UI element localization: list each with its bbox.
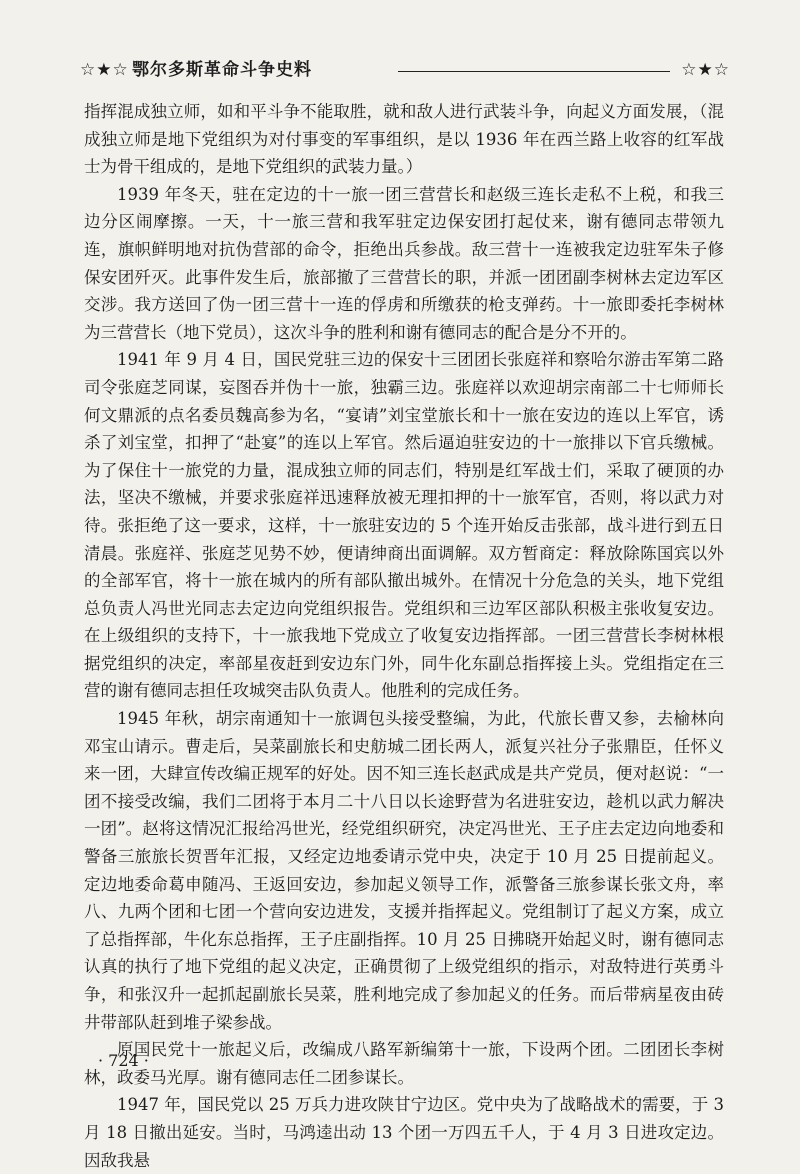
paragraph-3: 1941 年 9 月 4 日，国民党驻三边的保安十三团团长张庭祥和察哈尔游击军第二路司令张庭芝同谋，妄图吞并伪十一旅，独霸三边。张庭祥以欢迎胡宗南部二十七师师长何文鼎派的点名委员魏高参为名，“宴请”刘宝堂旅长和十一旅在安边的连以上军官，诱杀了刘宝堂，扣押了“赴宴”的连以上军官。然后逼迫驻安边的十一旅排以下官兵缴械。为了保住十一旅党的力量，混成独立师的同志们，特别是红军战士们，采取了硬顶的办法，坚决不缴械，并要求张庭祥迅速释放被无理扣押的十一旅军官，否则，将以武力对待。张拒绝了这一要求，这样，十一旅驻安边的 5 个连开始反击张部，战斗进行到五日清晨。张庭祥、张庭芝见势不妙，便请绅商出面调解。双方暂商定：释放除陈国宾以外的全部军官，将十一旅在城内的所有部队撤出城外。在情况十分危急的关头，地下党组总负责人冯世光同志去定边向党组织报告。党组织和三边军区部队积极主张收复安边。在上级组织的支持下，十一旅我地下党成立了收复安边指挥部。一团三营营长李树林根据党组织的决定，率部星夜赶到安边东门外，同牛化东副总指挥接上头。党组指定在三营的谢有德同志担任攻城突击队负责人。他胜利的完成任务。 [84,350,724,701]
paragraph-5: 原国民党十一旅起义后，改编成八路军新编第十一旅，下设两个团。二团团长李树林，政委马光厚。谢有德同志任二团参谋长。 [84,1040,724,1087]
paragraph-1: 指挥混成独立师，如和平斗争不能取胜，就和敌人进行武装斗争，向起义方面发展，（混成独立师是地下党组织为对付事变的军事组织，是以 1936 年在西兰路上收容的红军战士为骨干组成的，是地下党组织的武装力量。） [84,102,724,177]
header-stars-right: ☆★☆ [681,60,730,80]
running-header [80,56,730,84]
header-rule [398,71,670,72]
header-stars-left: ☆★☆ [80,60,129,80]
page-number: · 724 · [98,1051,149,1070]
paragraph-4: 1945 年秋，胡宗南通知十一旅调包头接受整编，为此，代旅长曹又参，去榆林向邓宝山请示。曹走后，吴菜副旅长和史舫城二团长两人，派复兴社分子张鼎臣，任怀义来一团，大肆宣传改编正规军的好处。因不知三连长赵武成是共产党员，便对赵说：“一团不接受改编，我们二团将于本月二十八日以长途野营为名进驻安边，趁机以武力解决一团”。赵将这情况汇报给冯世光，经党组织研究，决定冯世光、王子庄去定边向地委和警备三旅旅长贺晋年汇报，又经定边地委请示党中央，决定于 10 月 25 日提前起义。定边地委命葛申随冯、王返回安边，参加起义领导工作，派警备三旅参谋长张文舟，率八、九两个团和七团一个营向安边进发，支援并指挥起义。党组制订了起义方案，成立了总指挥部，牛化东总指挥，王子庄副指挥。10 月 25 日拂晓开始起义时，谢有德同志认真的执行了地下党组的起义决定，正确贯彻了上级党组织的指示，对敌特进行英勇斗争，和张汉升一起抓起副旅长吴菜，胜利地完成了参加起义的任务。而后带病星夜由砖井带部队赶到堆子梁参战。 [84,709,724,1032]
paragraph-2: 1939 年冬天，驻在定边的十一旅一团三营营长和赵级三连长走私不上税，和我三边分区闹摩擦。一天，十一旅三营和我军驻定边保安团打起仗来，谢有德同志带领九连，旗帜鲜明地对抗伪营部的命令，拒绝出兵参战。敌三营十一连被我定边驻军朱子修保安团歼灭。此事件发生后，旅部撤了三营营长的职，并派一团团副李树林去定边军区交涉。我方送回了伪一团三营十一连的俘虏和所缴获的枪支弹药。十一旅即委托李树林为三营营长（地下党员），这次斗争的胜利和谢有德同志的配合是分不开的。 [84,184,724,342]
paragraph-6: 1947 年，国民党以 25 万兵力进攻陕甘宁边区。党中央为了战略战术的需要，于 3 月 18 日撤出延安。当时，马鸿逵出动 13 个团一万四五千人，于 4 月 3 日进攻定边。因敌我悬 [84,1095,724,1170]
body-text [84,98,724,1174]
running-title: 鄂尔多斯革命斗争史料 [132,60,312,80]
